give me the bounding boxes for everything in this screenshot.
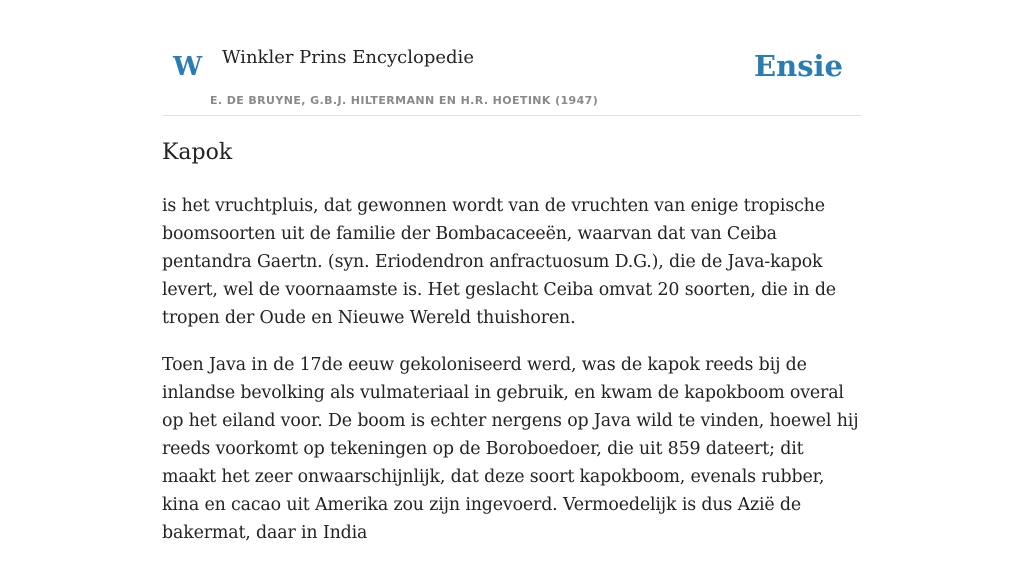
- encyclopedia-header: [162, 36, 862, 116]
- entry-title: Kapok: [162, 140, 233, 165]
- entry-paragraph: is het vruchtpluis, dat gewonnen wordt van de vruchten van enige tropische boomsoorten uit de familie der Bombacaceeën, waarvan dat van Ceiba pentandra Gaertn. (syn. Eriodendron anfractuosum D.G.), die de Java-kapok levert, wel de voornaamste is. Het geslacht Ceiba omvat 20 soorten, die in de tropen der Oude en Nieuwe Wereld thuishoren.: [162, 196, 836, 328]
- entry-paragraph: Toen Java in de 17de eeuw gekoloniseerd werd, was de kapok reeds bij de inlandse bevolking als vulmateriaal in gebruik, en kwam de kapokboom overal op het eiland voor. De boom is echter nergens op Java wild te vinden, hoewel hij reeds voorkomt op tekeningen op de Boroboedoer, die uit 859 dateert; dit maakt het zeer onwaarschijnlijk, dat deze soort kapokboom, evenals rubber, kina en cacao uit Amerika zou zijn ingevoerd. Vermoedelijk is dus Azië de bakermat, daar in India: [162, 355, 859, 543]
- encyclopedia-logo-icon[interactable]: W: [173, 52, 203, 82]
- encyclopedia-title[interactable]: Winkler Prins Encyclopedie: [222, 47, 474, 68]
- ensie-logo[interactable]: Ensie: [754, 49, 843, 83]
- entry-body: [162, 192, 862, 566]
- encyclopedia-authors: E. DE BRUYNE, G.B.J. HILTERMANN EN H.R. HOETINK (1947): [210, 94, 599, 107]
